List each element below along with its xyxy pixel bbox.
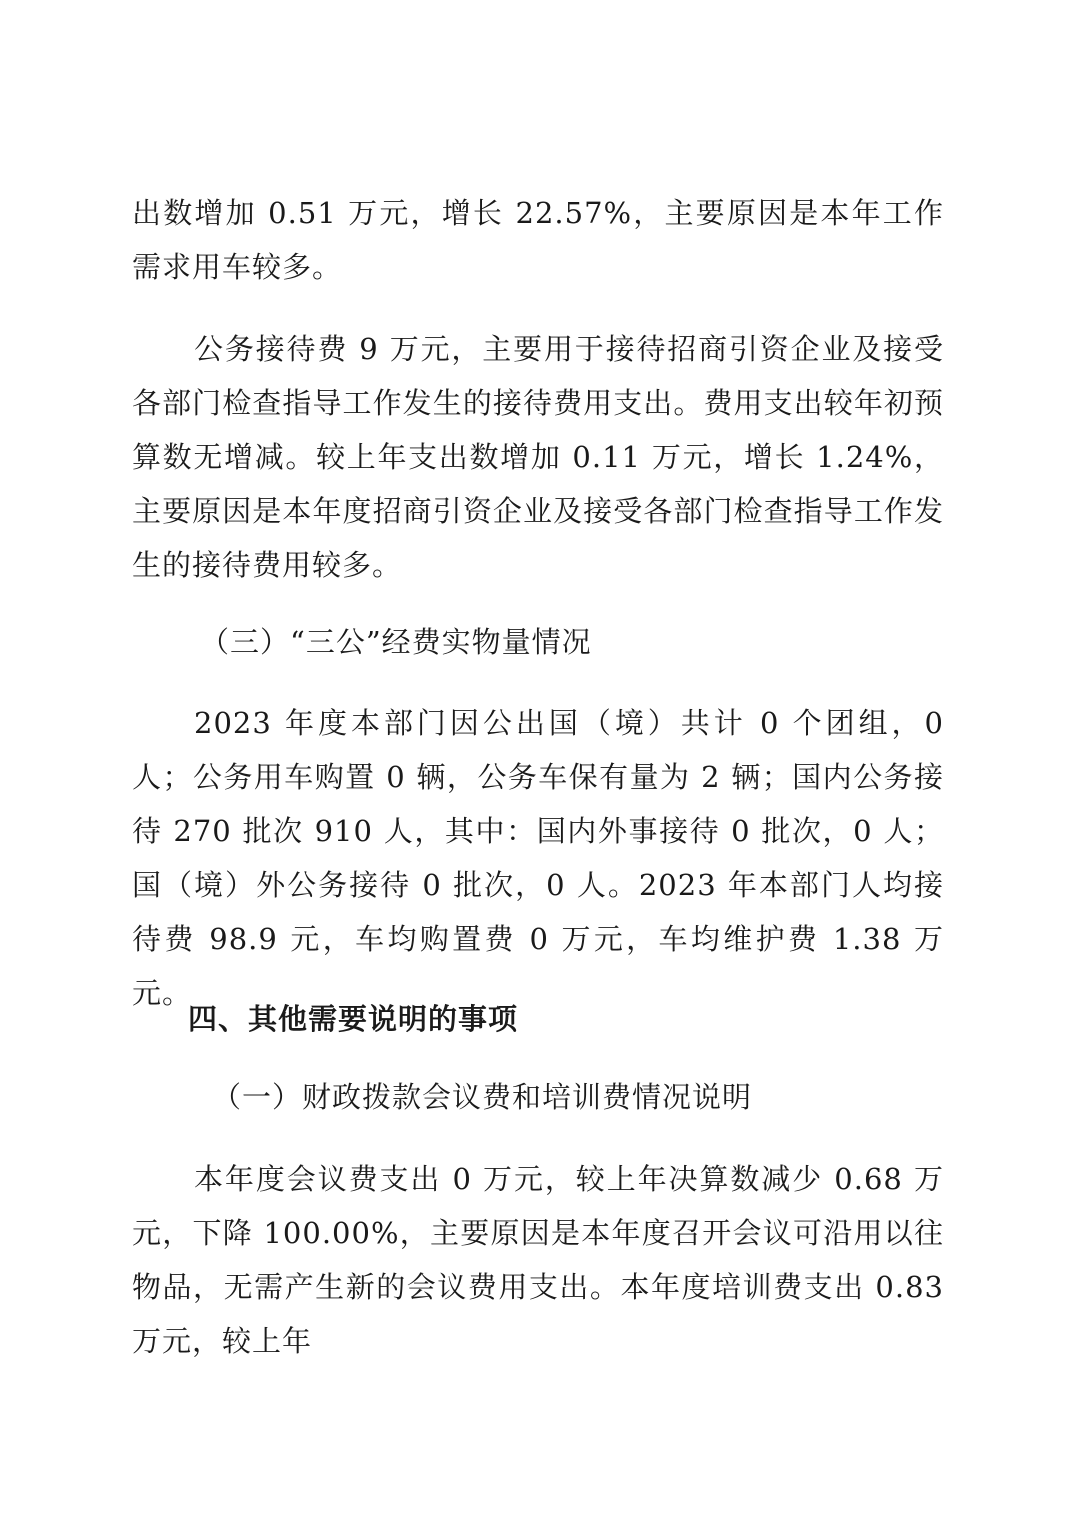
paragraph-reception-expense: 公务接待费 9 万元，主要用于接待招商引资企业及接受各部门检查指导工作发生的接待费用支出。费用支出较年初预算数无增减。较上年支出数增加 0.11 万元，增长 1.24%，主要原因是本年度招商引资企业及接受各部门检查指导工作发生的接待费用较多。 xyxy=(132,332,944,582)
paragraph-meeting-training: 本年度会议费支出 0 万元，较上年决算数减少 0.68 万元，下降 100.00%，主要原因是本年度召开会议可沿用以往物品，无需产生新的会议费用支出。本年度培训费支出 0.83 万元，较上年 xyxy=(132,1162,944,1358)
paragraph-vehicle-expense-tail: 出数增加 0.51 万元，增长 22.57%，主要原因是本年工作需求用车较多。 xyxy=(132,196,944,284)
heading-physical-quantity: （三）“三公”经费实物量情况 xyxy=(200,625,592,659)
paragraph-physical-quantity: 2023 年度本部门因公出国（境）共计 0 个团组，0 人；公务用车购置 0 辆，公务车保有量为 2 辆；国内公务接待 270 批次 910 人，其中：国内外事接待 0 批次，0 人；国（境）外公务接待 0 批次，0 人。2023 年本部门人均接待费 98.9 元，车均购置费 0 万元，车均维护费 1.38 万元。 xyxy=(132,706,944,1010)
heading-section-four: 四、其他需要说明的事项 xyxy=(188,1002,519,1036)
heading-meeting-training: （一）财政拨款会议费和培训费情况说明 xyxy=(212,1080,753,1114)
